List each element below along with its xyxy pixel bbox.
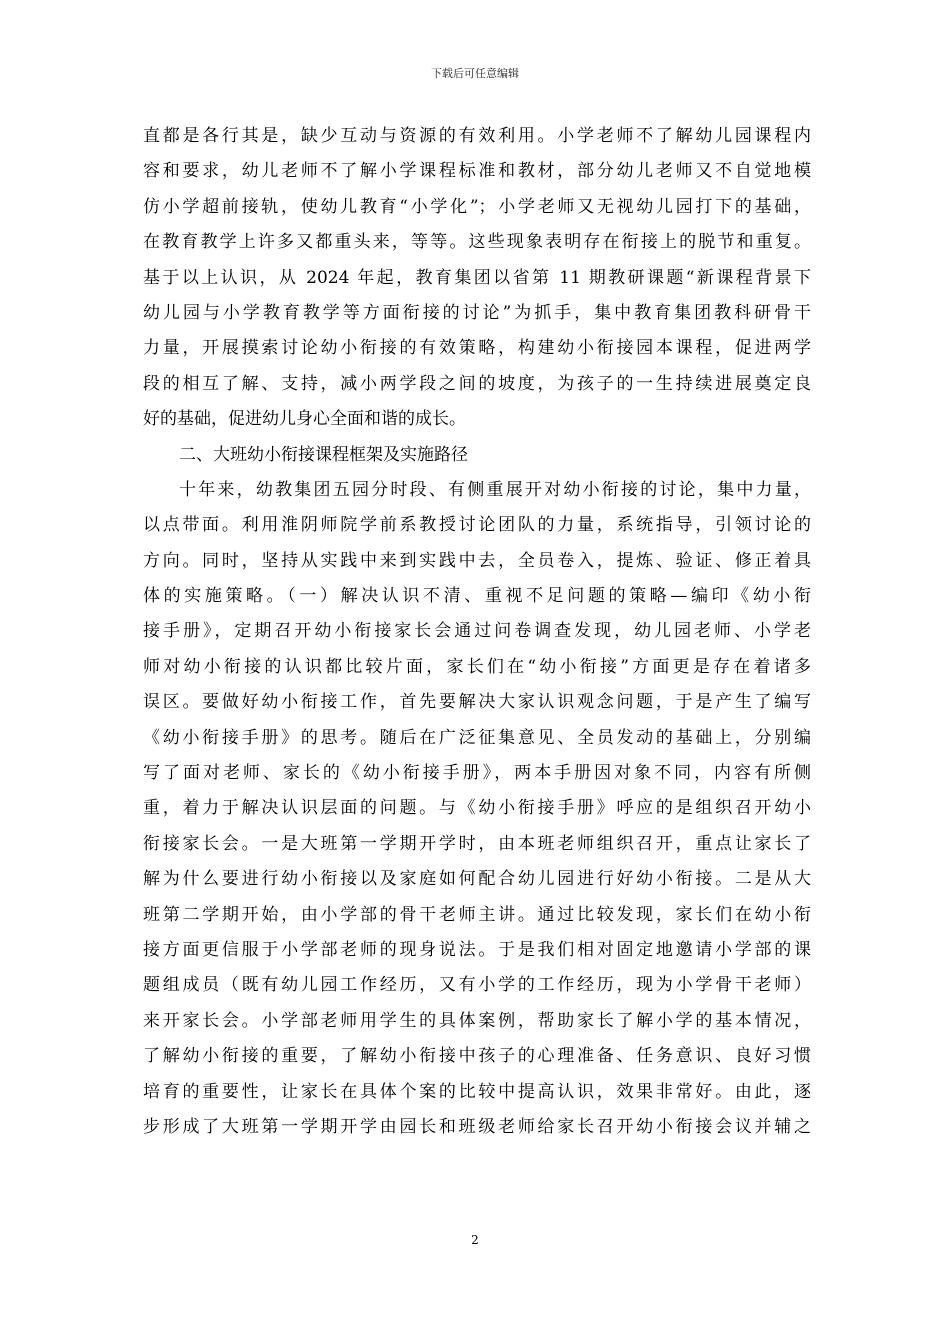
text-line: 师对幼小衔接的认识都比较片面，家长们在“幼小衔接”方面更是存在着诸多 — [143, 656, 811, 677]
text-line: 培育的重要性，让家长在具体个案的比较中提高认识，效果非常好。由此，逐 — [143, 1081, 811, 1102]
text-line: 误区。要做好幼小衔接工作，首先要解决大家认识观念问题，于是产生了编写 — [143, 692, 811, 713]
page-number: 2 — [471, 1233, 479, 1247]
text-line: 幼儿园与小学教育教学等方面衔接的讨论”为抓手，集中教育集团教科研骨干 — [143, 302, 811, 323]
text-line: 方向。同时，坚持从实践中来到实践中去，全员卷入，提炼、验证、修正着具 — [143, 550, 811, 571]
text-line: 体的实施策略。（一）解决认识不清、重视不足问题的策略—编印《幼小衔 — [143, 586, 811, 607]
text-line: 力量，开展摸索讨论幼小衔接的有效策略，构建幼小衔接园本课程，促进两学 — [143, 338, 811, 359]
text-line: 十年来，幼教集团五园分时段、有侧重展开对幼小衔接的讨论，集中力量， — [179, 479, 811, 500]
text-line: 衔接家长会。一是大班第一学期开学时，由本班老师组织召开，重点让家长了 — [143, 833, 811, 854]
text-line: 基于以上认识，从 2024 年起，教育集团以省第 11 期教研课题“新课程背景下 — [143, 267, 811, 288]
text-line: 《幼小衔接手册》的思考。随后在广泛征集意见、全员发动的基础上，分别编 — [143, 727, 811, 748]
text-line: 直都是各行其是，缺少互动与资源的有效利用。小学老师不了解幼儿园课程内 — [143, 126, 811, 146]
text-line: 重，着力于解决认识层面的问题。与《幼小衔接手册》呼应的是组织召开幼小 — [143, 798, 811, 819]
text-line: 接方面更信服于小学部老师的现身说法。于是我们相对固定地邀请小学部的课 — [143, 939, 811, 960]
text-line: 了解幼小衔接的重要，了解幼小衔接中孩子的心理准备、任务意识、良好习惯 — [143, 1046, 811, 1067]
page-header-note: 下载后可任意编辑 — [431, 67, 519, 80]
text-line: 来开家长会。小学部老师用学生的具体案例，帮助家长了解小学的基本情况， — [143, 1010, 811, 1031]
text-line: 解为什么要进行幼小衔接以及家庭如何配合幼儿园进行好幼小衔接。二是从大 — [143, 869, 811, 890]
text-line: 二、大班幼小衔接课程框架及实施路径 — [179, 444, 468, 465]
text-line: 写了面对老师、家长的《幼小衔接手册》，两本手册因对象不同，内容有所侧 — [143, 763, 811, 784]
document-body — [143, 119, 811, 1145]
text-line: 段的相互了解、支持，减小两学段之间的坡度，为孩子的一生持续进展奠定良 — [143, 373, 811, 394]
text-line: 步形成了大班第一学期开学由园长和班级老师给家长召开幼小衔接会议并辅之 — [143, 1116, 811, 1137]
text-line: 容和要求，幼儿老师不了解小学课程标准和教材，部分幼儿老师又不自觉地模 — [143, 161, 811, 182]
text-line: 班第二学期开始，由小学部的骨干老师主讲。通过比较发现，家长们在幼小衔 — [143, 904, 811, 925]
text-line: 以点带面。利用淮阴师院学前系教授讨论团队的力量，系统指导，引领讨论的 — [143, 515, 811, 536]
text-line: 接手册》，定期召开幼小衔接家长会通过问卷调查发现，幼儿园老师、小学老 — [143, 621, 811, 642]
text-line: 仿小学超前接轨，使幼儿教育“小学化”；小学老师又无视幼儿园打下的基础， — [143, 196, 811, 217]
text-line: 在教育教学上许多又都重头来，等等。这些现象表明存在衔接上的脱节和重复。 — [143, 232, 811, 253]
text-line: 好的基础，促进幼儿身心全面和谐的成长。 — [143, 409, 466, 430]
text-line: 题组成员（既有幼儿园工作经历，又有小学的工作经历，现为小学骨干老师） — [143, 975, 811, 996]
